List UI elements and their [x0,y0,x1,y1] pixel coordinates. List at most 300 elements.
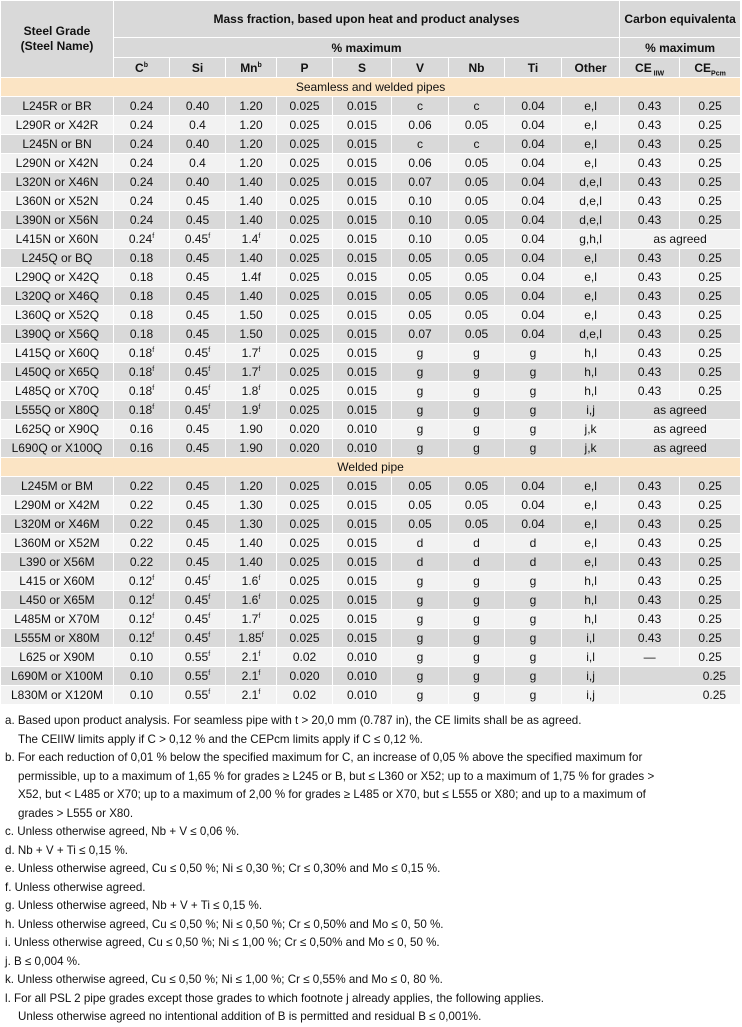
ce-pcm-cell: 0.25 [680,363,741,382]
c-cell: 0.16 [114,420,170,439]
nb-cell: 0.05 [449,230,505,249]
ti-cell: g [505,363,562,382]
s-cell: 0.015 [333,496,392,515]
table-row [1,553,741,572]
steel-grade-cell: L290N or X42N [1,154,114,173]
column-header: CE $_{IIW}$ [620,58,680,78]
ti-cell: 0.04 [505,515,562,534]
ti-cell: 0.04 [505,173,562,192]
table-row [1,268,741,287]
ce-iiw-cell: 0.43 [620,268,680,287]
p-cell: 0.025 [277,325,333,344]
nb-cell: g [449,363,505,382]
mn-cell: 2.1$^f$ [226,667,277,686]
ce-iiw-cell: 0.43 [620,154,680,173]
footnote-line: grades > L555 or X80. [18,806,134,820]
p-cell: 0.025 [277,230,333,249]
c-cell: 0.18 [114,325,170,344]
mn-cell: 1.40 [226,249,277,268]
table-row [1,363,741,382]
mn-cell: 1.20 [226,135,277,154]
si-cell: 0.45$^f$ [170,344,226,363]
v-cell: g [392,572,449,591]
v-cell: g [392,686,449,705]
steel-grade-cell: L245M or BM [1,477,114,496]
c-cell: 0.24 [114,135,170,154]
footnote-line: i. Unless otherwise agreed, Cu ≤ 0,50 %; Ni ≤ 1,00 %; Cr ≤ 0,50% and Mo ≤ 0, 50 %. [5,936,440,949]
other-cell: h,l [562,591,620,610]
other-cell: h,l [562,363,620,382]
ce-pcm-cell: 0.25 [680,648,741,667]
footnote-line: The CEIIW limits apply if C > 0,12 % and the CEPcm limits apply if C ≤ 0,12 %. [18,732,423,746]
ce-as-agreed-cell: as agreed [620,420,741,439]
v-cell: g [392,591,449,610]
nb-cell: g [449,401,505,420]
mn-cell: 1.6$^f$ [226,572,277,591]
c-cell: 0.12$^f$ [114,610,170,629]
nb-cell: 0.05 [449,287,505,306]
mn-cell: 2.1$^f$ [226,686,277,705]
nb-cell: g [449,648,505,667]
other-cell: i,l [562,629,620,648]
si-cell: 0.45$^f$ [170,572,226,591]
footnote-line: d. Nb + V + Ti ≤ 0,15 %. [5,843,129,857]
c-cell: 0.12$^f$ [114,629,170,648]
si-cell: 0.45$^f$ [170,363,226,382]
other-cell: g,h,l [562,230,620,249]
footnote-line: e. Unless otherwise agreed, Cu ≤ 0,50 %; Ni ≤ 0,30 %; Cr ≤ 0,30% and Mo ≤ 0,15 %. [5,862,441,875]
p-cell: 0.025 [277,629,333,648]
mn-cell: 1.40 [226,534,277,553]
other-cell: e,l [562,154,620,173]
table-row [1,420,741,439]
section-header-row [1,78,741,97]
table-row [1,648,741,667]
nb-cell: 0.05 [449,249,505,268]
v-cell: g [392,420,449,439]
s-cell: 0.015 [333,515,392,534]
ce-iiw-cell: 0.43 [620,496,680,515]
mn-cell: 1.50 [226,306,277,325]
ti-cell: d [505,534,562,553]
si-cell: 0.45$^f$ [170,610,226,629]
ce-iiw-cell: 0.43 [620,534,680,553]
nb-cell: g [449,686,505,705]
table-row [1,610,741,629]
steel-grade-label: Steel Grade [23,24,91,38]
ce-pcm-cell: 0.25 [680,496,741,515]
mn-cell: 1.20 [226,154,277,173]
s-cell: 0.015 [333,363,392,382]
column-header: Si [170,58,226,78]
v-cell: 0.06 [392,154,449,173]
ce-iiw-cell: 0.43 [620,135,680,154]
mn-cell: 2.1$^f$ [226,648,277,667]
s-cell: 0.010 [333,686,392,705]
section-title: Welded pipe [1,458,741,477]
ti-cell: g [505,382,562,401]
p-cell: 0.025 [277,173,333,192]
steel-grade-header [1,1,114,78]
ti-cell: 0.04 [505,287,562,306]
nb-cell: c [449,97,505,116]
si-cell: 0.45$^f$ [170,591,226,610]
other-cell: j,k [562,420,620,439]
column-header: P [277,58,333,78]
p-cell: 0.020 [277,667,333,686]
mn-cell: 1.7$^f$ [226,610,277,629]
si-cell: 0.40 [170,173,226,192]
ce-iiw-cell: 0.43 [620,192,680,211]
mn-cell: 1.30 [226,515,277,534]
steel-grade-cell: L360N or X52N [1,192,114,211]
mn-cell: 1.40 [226,287,277,306]
ce-iiw-cell: 0.43 [620,249,680,268]
nb-cell: g [449,667,505,686]
s-cell: 0.015 [333,306,392,325]
table-row [1,211,741,230]
footnote-line: j. B ≤ 0,004 %. [5,954,81,968]
column-header: S [333,58,392,78]
table-row [1,192,741,211]
ti-cell: d [505,553,562,572]
steel-grade-cell: L450 or X65M [1,591,114,610]
ce-iiw-cell: 0.43 [620,610,680,629]
steel-name-label: (Steel Name) [20,39,94,53]
ce-pcm-cell: 0.25 [680,325,741,344]
steel-grade-cell: L390N or X56N [1,211,114,230]
si-cell: 0.45 [170,306,226,325]
si-cell: 0.45$^f$ [170,401,226,420]
v-cell: g [392,439,449,458]
si-cell: 0.40 [170,135,226,154]
steel-grade-cell: L290Q or X42Q [1,268,114,287]
mn-cell: 1.90 [226,420,277,439]
ce-pcm-cell: 0.25 [680,553,741,572]
nb-cell: 0.05 [449,306,505,325]
table-row [1,515,741,534]
other-cell: i,j [562,667,620,686]
nb-cell: 0.05 [449,116,505,135]
ce-pcm-cell: 0.25 [680,268,741,287]
v-cell: d [392,534,449,553]
si-cell: 0.45 [170,211,226,230]
p-cell: 0.025 [277,477,333,496]
p-cell: 0.02 [277,686,333,705]
s-cell: 0.010 [333,648,392,667]
steel-grade-cell: L485M or X70M [1,610,114,629]
other-cell: e,l [562,496,620,515]
c-cell: 0.18$^f$ [114,363,170,382]
s-cell: 0.015 [333,116,392,135]
steel-grade-cell: L290R or X42R [1,116,114,135]
other-cell: h,l [562,572,620,591]
table-row [1,686,741,705]
other-cell: i,l [562,648,620,667]
table-row [1,116,741,135]
s-cell: 0.015 [333,477,392,496]
c-cell: 0.24 [114,192,170,211]
s-cell: 0.015 [333,401,392,420]
p-cell: 0.025 [277,591,333,610]
ce-pcm-cell: 0.25 [680,344,741,363]
ti-cell: g [505,629,562,648]
ti-cell: 0.04 [505,116,562,135]
ce-iiw-cell: 0.43 [620,325,680,344]
mn-cell: 1.9$^f$ [226,401,277,420]
table-row [1,572,741,591]
s-cell: 0.015 [333,230,392,249]
ce-pcm-cell: 0.25 [620,686,741,705]
ti-cell: g [505,572,562,591]
table-row [1,496,741,515]
mn-cell: 1.40 [226,553,277,572]
footnote-line: l. For all PSL 2 pipe grades except those grades to which footnote j already applies, the following applies. [5,991,545,1005]
steel-grade-cell: L485Q or X70Q [1,382,114,401]
table-row [1,97,741,116]
ti-cell: g [505,667,562,686]
c-cell: 0.12$^f$ [114,572,170,591]
ce-iiw-cell: 0.43 [620,629,680,648]
p-cell: 0.025 [277,534,333,553]
si-cell: 0.45 [170,515,226,534]
ce-iiw-cell: 0.43 [620,477,680,496]
v-cell: 0.10 [392,211,449,230]
steel-grade-cell: L625 or X90M [1,648,114,667]
nb-cell: 0.05 [449,268,505,287]
column-header: V [392,58,449,78]
c-cell: 0.12$^f$ [114,591,170,610]
c-cell: 0.24 [114,116,170,135]
c-cell: 0.22 [114,477,170,496]
ti-cell: 0.04 [505,97,562,116]
ti-cell: g [505,648,562,667]
c-cell: 0.22 [114,515,170,534]
v-cell: 0.10 [392,230,449,249]
v-cell: g [392,344,449,363]
s-cell: 0.015 [333,287,392,306]
steel-grade-cell: L320M or X46M [1,515,114,534]
other-cell: e,l [562,306,620,325]
mn-cell: 1.30 [226,496,277,515]
si-cell: 0.45 [170,496,226,515]
ce-pcm-cell: 0.25 [680,97,741,116]
steel-grade-cell: L555Q or X80Q [1,401,114,420]
p-cell: 0.025 [277,515,333,534]
ce-pcm-cell: 0.25 [680,572,741,591]
p-cell: 0.025 [277,287,333,306]
ce-pcm-cell: 0.25 [680,116,741,135]
mn-cell: 1.4f [226,268,277,287]
nb-cell: 0.05 [449,154,505,173]
p-cell: 0.025 [277,363,333,382]
c-cell: 0.22 [114,496,170,515]
si-cell: 0.45 [170,325,226,344]
ce-iiw-cell: 0.43 [620,116,680,135]
ti-cell: 0.04 [505,268,562,287]
s-cell: 0.015 [333,249,392,268]
ce-pcm-cell: 0.25 [680,306,741,325]
si-cell: 0.45$^f$ [170,629,226,648]
s-cell: 0.015 [333,591,392,610]
other-cell: h,l [562,382,620,401]
si-cell: 0.45 [170,192,226,211]
nb-cell: 0.05 [449,325,505,344]
v-cell: g [392,382,449,401]
si-cell: 0.45 [170,439,226,458]
nb-cell: d [449,553,505,572]
s-cell: 0.015 [333,382,392,401]
steel-grade-cell: L690M or X100M [1,667,114,686]
v-cell: c [392,97,449,116]
v-cell: 0.10 [392,192,449,211]
mn-cell: 1.8$^f$ [226,382,277,401]
steel-grade-cell: L245Q or BQ [1,249,114,268]
steel-grade-cell: L555M or X80M [1,629,114,648]
footnote-line: Unless otherwise agreed no intentional addition of B is permitted and residual B ≤ 0,001%. [18,1010,482,1023]
s-cell: 0.015 [333,192,392,211]
section-header-row [1,458,741,477]
ce-iiw-cell: 0.43 [620,382,680,401]
ce-pcm-cell: 0.25 [680,154,741,173]
nb-cell: 0.05 [449,173,505,192]
steel-grade-cell: L830M or X120M [1,686,114,705]
ti-cell: g [505,686,562,705]
s-cell: 0.015 [333,610,392,629]
nb-cell: d [449,534,505,553]
other-cell: e,l [562,268,620,287]
footnote-line: g. Unless otherwise agreed, Nb + V + Ti ≤ 0,15 %. [5,899,263,912]
c-cell: 0.18 [114,306,170,325]
c-cell: 0.10 [114,686,170,705]
table-row [1,591,741,610]
mn-cell: 1.20 [226,477,277,496]
v-cell: g [392,629,449,648]
table-row [1,135,741,154]
c-cell: 0.18 [114,287,170,306]
p-cell: 0.025 [277,135,333,154]
nb-cell: g [449,420,505,439]
p-cell: 0.025 [277,116,333,135]
p-cell: 0.025 [277,306,333,325]
v-cell: d [392,553,449,572]
v-cell: 0.07 [392,173,449,192]
p-cell: 0.025 [277,211,333,230]
v-cell: 0.05 [392,268,449,287]
percent-maximum-ce-header: % maximum [620,38,741,58]
p-cell: 0.025 [277,572,333,591]
v-cell: 0.07 [392,325,449,344]
ce-iiw-cell: 0.43 [620,211,680,230]
p-cell: 0.025 [277,154,333,173]
ti-cell: 0.04 [505,211,562,230]
c-cell: 0.24 [114,173,170,192]
p-cell: 0.025 [277,344,333,363]
c-cell: 0.18$^f$ [114,344,170,363]
p-cell: 0.020 [277,439,333,458]
mn-cell: 1.40 [226,211,277,230]
ce-iiw-cell: 0.43 [620,553,680,572]
ce-pcm-cell: 0.25 [680,591,741,610]
ce-pcm-cell: 0.25 [680,211,741,230]
mn-cell: 1.7$^f$ [226,363,277,382]
ce-pcm-cell: 0.25 [620,667,741,686]
footnote-line: k. Unless otherwise agreed, Cu ≤ 0,50 %; Ni ≤ 1,00 %; Cr ≤ 0,55% and Mo ≤ 0, 80 %. [5,973,443,986]
mn-cell: 1.85$^f$ [226,629,277,648]
footnote-line: b. For each reduction of 0,01 % below the specified maximum for C, an increase of 0,05 % above the specified maximum for [5,751,643,764]
s-cell: 0.015 [333,629,392,648]
ce-as-agreed-cell: as agreed [620,439,741,458]
column-header: $CE_{Pcm}$ [680,58,741,78]
other-cell: e,l [562,477,620,496]
mn-cell: 1.40 [226,192,277,211]
ce-pcm-cell: 0.25 [680,173,741,192]
p-cell: 0.025 [277,401,333,420]
ce-as-agreed-cell: as agreed [620,230,741,249]
table-row [1,287,741,306]
si-cell: 0.40 [170,97,226,116]
other-cell: e,l [562,135,620,154]
table-row [1,401,741,420]
ce-as-agreed-cell: as agreed [620,401,741,420]
si-cell: 0.4 [170,116,226,135]
ti-cell: g [505,401,562,420]
s-cell: 0.015 [333,268,392,287]
v-cell: 0.05 [392,496,449,515]
mn-cell: 1.20 [226,97,277,116]
c-cell: 0.24$^f$ [114,230,170,249]
ce-iiw-cell: 0.43 [620,97,680,116]
steel-grade-cell: L320N or X46N [1,173,114,192]
p-cell: 0.025 [277,553,333,572]
c-cell: 0.18 [114,249,170,268]
s-cell: 0.015 [333,211,392,230]
s-cell: 0.015 [333,325,392,344]
si-cell: 0.45 [170,268,226,287]
nb-cell: 0.05 [449,192,505,211]
other-cell: i,j [562,401,620,420]
table-body [1,78,741,705]
steel-grade-cell: L360Q or X52Q [1,306,114,325]
ce-iiw-cell: 0.43 [620,344,680,363]
other-cell: e,l [562,116,620,135]
table-row [1,173,741,192]
s-cell: 0.015 [333,344,392,363]
c-cell: 0.24 [114,97,170,116]
c-cell: 0.22 [114,534,170,553]
steel-grade-cell: L390Q or X56Q [1,325,114,344]
v-cell: g [392,610,449,629]
other-cell: e,l [562,97,620,116]
ti-cell: g [505,439,562,458]
si-cell: 0.4 [170,154,226,173]
p-cell: 0.02 [277,648,333,667]
si-cell: 0.45 [170,553,226,572]
ce-pcm-cell: 0.25 [680,249,741,268]
footnote-line: a. Based upon product analysis. For seamless pipe with t > 20,0 mm (0.787 in), the CE limits shall be as agreed. [5,714,582,727]
ti-cell: 0.04 [505,135,562,154]
v-cell: g [392,648,449,667]
v-cell: 0.05 [392,477,449,496]
other-cell: e,l [562,534,620,553]
nb-cell: 0.05 [449,515,505,534]
s-cell: 0.010 [333,667,392,686]
v-cell: 0.05 [392,515,449,534]
other-cell: d,e,l [562,211,620,230]
p-cell: 0.025 [277,610,333,629]
si-cell: 0.55$^f$ [170,667,226,686]
nb-cell: 0.05 [449,477,505,496]
